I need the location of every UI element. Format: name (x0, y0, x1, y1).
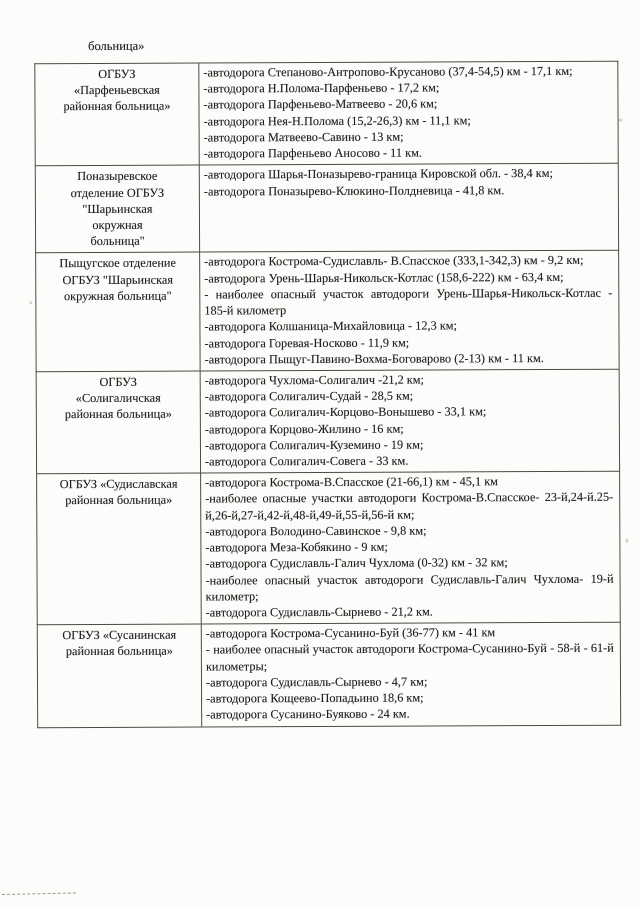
roads-cell (200, 251, 620, 371)
road-entry: -автодорога Сусанино-Буяково - 24 км. (206, 706, 410, 722)
table-row (36, 369, 619, 474)
road-entry: -автодорога Урень-Шарья-Никольск-Котлас (158,6-222) км - 63,4 км; (204, 269, 564, 286)
road-entry: -автодорога Солигалич-Корцово-Вонышево - 33,1 км; (204, 404, 487, 420)
road-entry: - наиболее опасный участок автодороги Урень-Шарья-Никольск-Котлас - 185-й километр (204, 285, 613, 318)
road-entry: -автодорога Судиславль-Сырнево - 21,2 км. (205, 604, 433, 620)
roads-cell (199, 61, 618, 165)
table-row (36, 251, 620, 372)
road-entry: -автодорога Поназырево-Клюкино-Полдневица - 41,8 км. (203, 182, 505, 199)
road-entry: -автодорога Парфеньево Аносово - 11 км. (203, 145, 422, 161)
road-entry: -автодорога Кощеево-Попадьино 18,6 км; (206, 690, 424, 706)
table-row (35, 61, 618, 166)
road-entry: -автодорога Кострома-Судиславль- В.Спасское (333,1-342,3) км - 9,2 км; (204, 253, 584, 269)
road-entry: -автодорога Пыщуг-Павино-Вохма-Боговарово (2-13) км - 11 км. (204, 350, 544, 367)
roads-cell (201, 471, 621, 624)
previous-row-text-fragment: больница» (88, 38, 145, 54)
road-entry: -автодорога Н.Полома-Парфеньево - 17,2 км; (203, 80, 440, 96)
facility-name-cell: ОГБУЗ «Солигаличская районная больница» (36, 371, 200, 474)
road-entry: -автодорога Судиславль-Галич Чухлома (0-32) км - 32 км; (205, 555, 508, 571)
table-row (37, 471, 621, 625)
road-entry: -автодорога Матвеево-Савино - 13 км; (203, 129, 404, 145)
road-entry: -наиболее опасные участки автодороги Кострома-В.Спасское- 23-й,24-й.25-й,26-й,27-й,42-й,48-й,49-й,55-й,56-й км; (205, 490, 614, 523)
roads-cell (200, 369, 619, 473)
scan-artifact-line (2, 892, 76, 895)
road-entry: -автодорога Солигалич-Совега - 33 км. (205, 453, 409, 469)
road-entry: -наиболее опасный участок автодороги Судиславль-Галич Чухлома- 19-й километр; (205, 571, 614, 604)
road-entry: -автодорога Меза-Кобякино - 9 км; (205, 539, 388, 555)
table-row (37, 622, 620, 727)
facility-name-cell: ОГБУЗ «Судиславская районная больница» (37, 473, 202, 625)
road-entry: -автодорога Корцово-Жилино - 16 км; (204, 421, 404, 437)
road-entry: - наиболее опасный участок автодороги Кострома-Сусанино-Буй - 58-й - 61-й километры; (205, 641, 614, 674)
scan-speck (29, 301, 32, 304)
road-entry: -автодорога Кострома-В.Спасское (21-66,1) км - 45,1 км (205, 474, 498, 490)
road-entry: -автодорога Солигалич-Судай - 28,5 км; (204, 388, 414, 404)
road-entry: -автодорога Шарья-Поназырево-граница Кировской обл. - 38,4 км; (203, 166, 553, 182)
facility-name-cell: ОГБУЗ «Сусанинская районная больница» (37, 624, 201, 727)
scan-speck (619, 119, 623, 122)
roads-cell (199, 164, 618, 253)
road-entry: -автодорога Солигалич-Куземино - 19 км; (204, 437, 424, 453)
facility-name-cell: ОГБУЗ «Парфеньевская районная больница» (35, 63, 199, 166)
road-entry: -автодорога Нея-Н.Полома (15,2-26,3) км - 11,1 км; (203, 112, 471, 129)
road-entry: -автодорога Колшаница-Михайловица - 12,3 км; (204, 318, 458, 334)
facility-name-cell: Пыщугское отделение ОГБУЗ "Шарьинская окружная больница" (36, 252, 201, 371)
road-entry: -автодорога Кострома-Сусанино-Буй (36-77) км - 41 км (205, 625, 496, 641)
hospital-roads-table (34, 61, 621, 728)
scan-speck (625, 539, 628, 543)
road-entry: -автодорога Парфеньево-Матвеево - 20,6 км; (203, 96, 438, 112)
road-entry: -автодорога Степаново-Антропово-Крусаново (37,4-54,5) км - 17,1 км; (203, 63, 573, 80)
road-entry: -автодорога Судиславль-Сырнево - 4,7 км; (205, 674, 428, 690)
roads-cell (201, 622, 620, 726)
road-entry: -автодорога Чухлома-Солигалич -21,2 км; (204, 372, 424, 388)
facility-name-cell: Поназыревское отделение ОГБУЗ "Шарьинская окружная больница" (35, 165, 199, 253)
road-entry: -автодорога Володино-Савинское - 9,8 км; (205, 523, 427, 539)
road-entry: -автодорога Горевая-Носково - 11,9 км; (204, 335, 410, 351)
table-row (35, 164, 618, 254)
hospital-roads-table-body (35, 61, 621, 727)
